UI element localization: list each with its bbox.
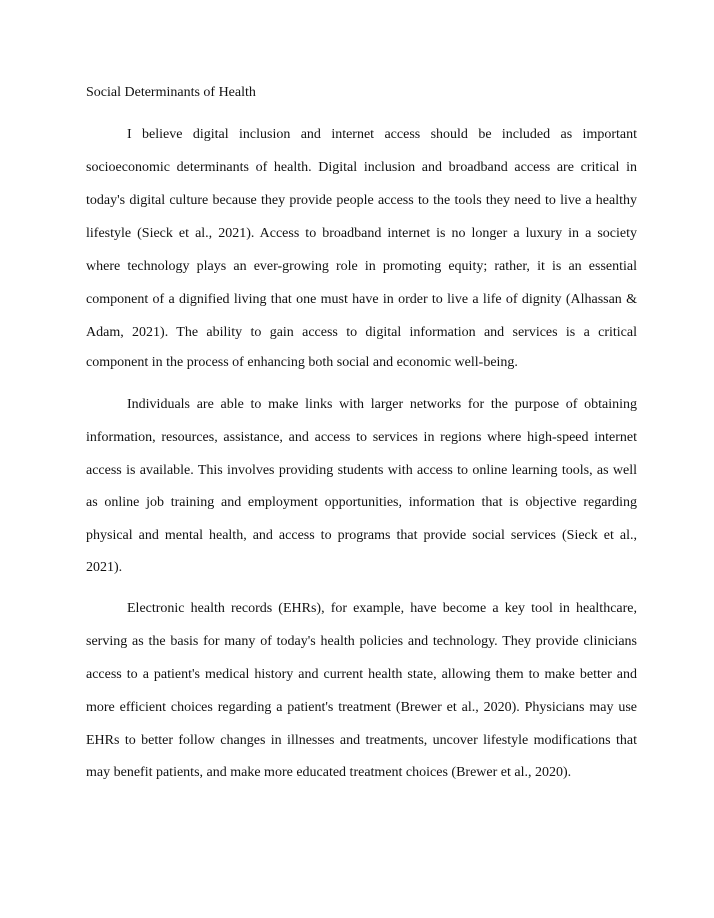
paragraph-2-line-4: as online job training and employment opportunities, information that is objective regarding [86,495,637,510]
paragraph-1-line-1: I believe digital inclusion and internet access should be included as important [127,127,637,142]
paragraph-2-line-6: 2021). [86,560,123,575]
paragraph-2-line-2: information, resources, assistance, and access to services in regions where high-speed internet [86,430,637,445]
paragraph-1-line-6: component of a dignified living that one must have in order to live a life of dignity (Alhassan & [86,292,637,307]
paragraph-1-line-4: lifestyle (Sieck et al., 2021). Access to broadband internet is no longer a luxury in a society [86,226,637,241]
paragraph-2-line-5: physical and mental health, and access to programs that provide social services (Sieck et al., [86,528,637,543]
paragraph-3-line-4: more efficient choices regarding a patient's treatment (Brewer et al., 2020). Physicians may use [86,700,637,715]
paragraph-3-line-3: access to a patient's medical history and current health state, allowing them to make better and [86,667,637,682]
document-title: Social Determinants of Health [86,85,256,100]
paragraph-1-line-2: socioeconomic determinants of health. Digital inclusion and broadband access are critical in [86,160,637,175]
paragraph-3-line-5: EHRs to better follow changes in illnesses and treatments, uncover lifestyle modifications that [86,733,637,748]
paragraph-1-line-3: today's digital culture because they provide people access to the tools they need to live a healthy [86,193,637,208]
paragraph-3-line-2: serving as the basis for many of today's health policies and technology. They provide clinicians [86,634,637,649]
paragraph-1-line-7: Adam, 2021). The ability to gain access to digital information and services is a critical [86,325,637,340]
paragraph-2-line-1: Individuals are able to make links with larger networks for the purpose of obtaining [127,397,637,412]
paragraph-3-line-1: Electronic health records (EHRs), for example, have become a key tool in healthcare, [127,601,637,616]
paragraph-2-line-3: access is available. This involves providing students with access to online learning tools, as well [86,463,637,478]
paragraph-1-line-5: where technology plays an ever-growing role in promoting equity; rather, it is an essential [86,259,637,274]
paragraph-1-line-8: component in the process of enhancing both social and economic well-being. [86,355,518,370]
paragraph-3-line-6: may benefit patients, and make more educated treatment choices (Brewer et al., 2020). [86,765,572,780]
